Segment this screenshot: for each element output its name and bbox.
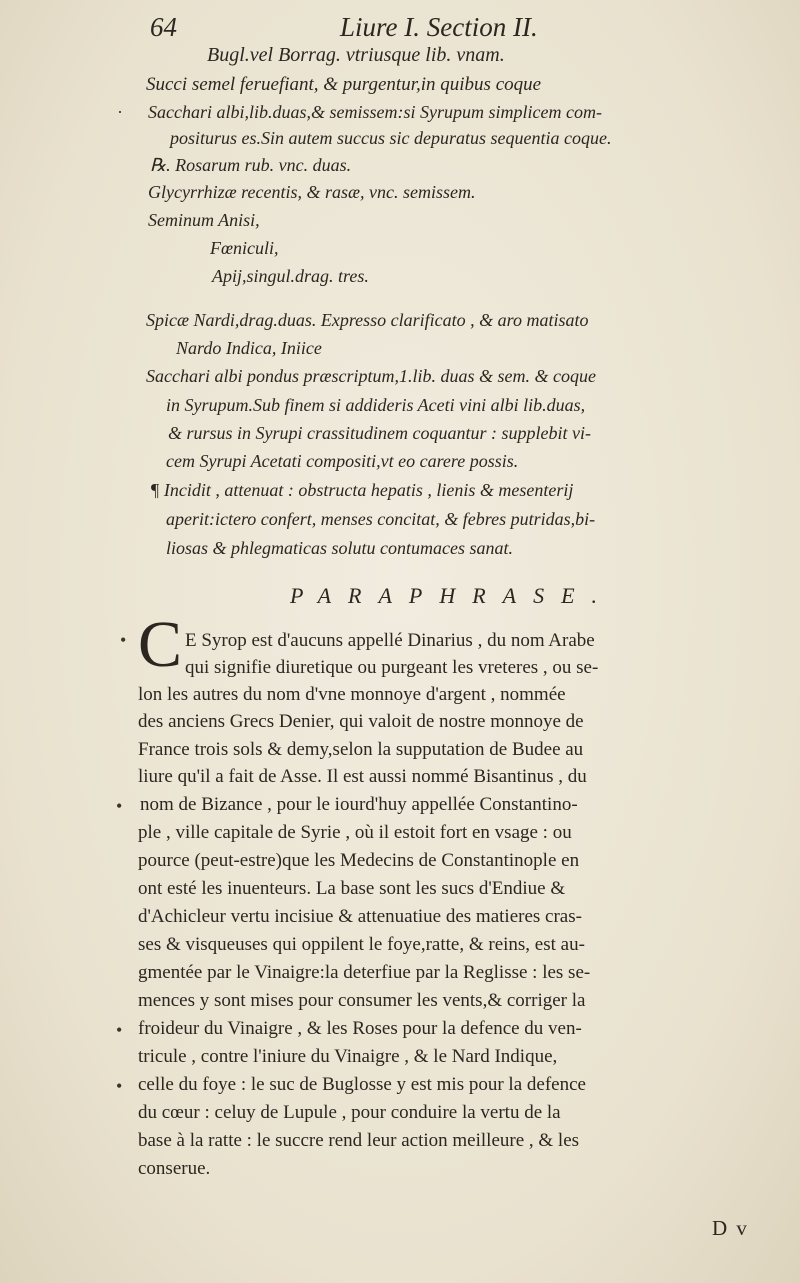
recipe-line: cem Syrupi Acetati compositi,vt eo carere possis. <box>166 451 519 471</box>
paraphrase-line: conserue. <box>138 1158 211 1179</box>
paraphrase-line: lon les autres du nom d'vne monnoye d'argent , nommée <box>138 684 566 705</box>
paraphrase-line: base à la ratte : le succre rend leur action meilleure , & les <box>138 1130 580 1151</box>
paraphrase-line: E Syrop est d'aucuns appellé Dinarius , du nom Arabe <box>185 630 595 651</box>
paraphrase-line: ont esté les inuenteurs. La base sont les sucs d'Endiue & <box>138 878 566 899</box>
recipe-line: Glycyrrhizæ recentis, & rasæ, vnc. semissem. <box>148 182 476 202</box>
paraphrase-line: pource (peut-estre)que les Medecins de Constantinople en <box>138 850 580 871</box>
recipe-line: liosas & phlegmaticas solutu contumaces sanat. <box>166 538 513 558</box>
recipe-line: Nardo Indica, Iniice <box>176 338 322 358</box>
recipe-line: & rursus in Syrupi crassitudinem coquantur : supplebit vi- <box>168 423 591 443</box>
paraphrase-line: tricule , contre l'iniure du Vinaigre , & le Nard Indique, <box>138 1046 558 1067</box>
paraphrase-line: d'Achicleur vertu incisiue & attenuatiue des matieres cras- <box>138 906 582 927</box>
paraphrase-line: gmentée par le Vinaigre:la deterfiue par la Reglisse : les se- <box>138 962 591 983</box>
recipe-line: Sacchari albi,lib.duas,& semissem:si Syrupum simplicem com- <box>148 102 602 122</box>
paraphrase-line: des anciens Grecs Denier, qui valoit de nostre monnoye de <box>138 711 584 732</box>
drop-cap: C <box>138 608 183 681</box>
running-title: Liure I. Section II. <box>340 12 538 42</box>
paraphrase-line: celle du foye : le suc de Buglosse y est mis pour la defence <box>138 1074 586 1095</box>
recipe-line: positurus es.Sin autem succus sic depuratus sequentia coque. <box>170 128 612 148</box>
margin-dot-mark: • <box>116 796 123 816</box>
paraphrase-line: du cœur : celuy de Lupule , pour conduire la vertu de la <box>138 1102 561 1123</box>
paraphrase-line: France trois sols & demy,selon la supputation de Budee au <box>138 739 584 760</box>
paraphrase-line: ple , ville capitale de Syrie , où il estoit fort en vsage : ou <box>138 822 572 843</box>
page-number: 64 <box>150 12 177 42</box>
recipe-line: in Syrupum.Sub finem si addideris Aceti vini albi lib.duas, <box>166 395 586 415</box>
margin-dot-mark: · <box>117 102 123 122</box>
margin-dot-mark: • <box>116 1076 123 1096</box>
recipe-line: Sacchari albi pondus præscriptum,1.lib. duas & sem. & coque <box>146 366 596 386</box>
recipe-line: Seminum Anisi, <box>148 210 260 230</box>
paraphrase-line: liure qu'il a fait de Asse. Il est aussi nommé Bisantinus , du <box>138 766 587 787</box>
recipe-line: aperit:ictero confert, menses concitat, & febres putridas,bi- <box>166 509 596 529</box>
paraphrase-line: nom de Bizance , pour le iourd'huy appellée Constantino- <box>140 794 578 815</box>
paraphrase-line: ses & visqueuses qui oppilent le foye,ratte, & reins, est au- <box>138 934 585 955</box>
recipe-line: Apij,singul.drag. tres. <box>212 266 369 286</box>
page-header <box>150 12 620 46</box>
paraphrase-line: qui signifie diuretique ou purgeant les vreteres , ou se- <box>185 657 599 678</box>
recipe-line: Bugl.vel Borrag. vtriusque lib. vnam. <box>207 44 505 66</box>
recipe-line: Fœniculi, <box>210 238 279 258</box>
catchword: D v <box>712 1216 749 1240</box>
recipe-line: Succi semel feruefiant, & purgentur,in quibus coque <box>146 74 542 95</box>
recipe-line: ℞. Rosarum rub. vnc. duas. <box>150 155 352 175</box>
paraphrase-line: froideur du Vinaigre , & les Roses pour la defence du ven- <box>138 1018 582 1039</box>
margin-dot-mark: • <box>120 630 127 650</box>
margin-dot-mark: • <box>116 1020 123 1040</box>
recipe-line: ¶ Incidit , attenuat : obstructa hepatis , lienis & mesenterij <box>150 480 574 500</box>
recipe-line: Spicæ Nardi,drag.duas. Expresso clarificato , & aro matisato <box>146 310 589 330</box>
section-title: PARAPHRASE. <box>290 583 615 608</box>
paraphrase-line: mences y sont mises pour consumer les vents,& corriger la <box>138 990 586 1011</box>
